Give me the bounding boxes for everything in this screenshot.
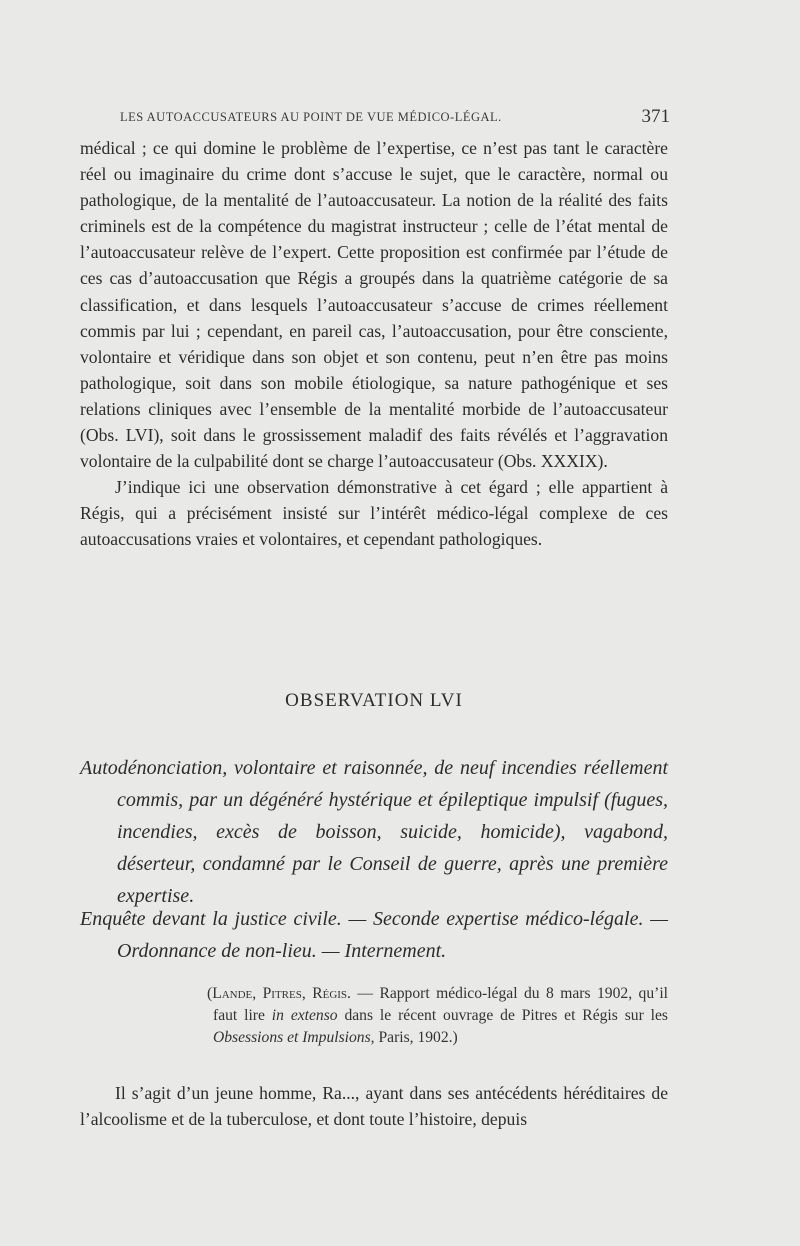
citation-authors: Lande, Pitres, Régis. [212, 985, 351, 1002]
body-text [80, 135, 668, 553]
page-header [80, 106, 670, 130]
citation-in-extenso: in extenso [271, 1007, 338, 1024]
citation-text-1: — Rapport médico-légal du 8 mars 1902, qu’il faut lire [213, 985, 668, 1024]
observation-summary-1: Autodénonciation, volontaire et raisonnée, de neuf incendies réellement commis, par un dégénéré hystérique et épileptique impulsif (fugues, incendies, excès de boisson, suicide, homicide), vagabond, déserteur, condamné par le Conseil de guerre, après une première expertise. [80, 757, 668, 907]
citation-text-3: Paris, 1902.) [374, 1029, 458, 1046]
final-paragraph-text: Il s’agit d’un jeune homme, Ra..., ayant dans ses antécédents héréditaires de l’alcoolisme et de la tuberculose, et dont toute l’histoire, depuis [80, 1083, 668, 1129]
citation-book-title: Obsessions et Impulsions, [213, 1029, 375, 1046]
observation-title: OBSERVATION LVI [285, 690, 463, 711]
citation [207, 983, 668, 1049]
page-number: 371 [641, 106, 670, 127]
paragraph-2: J’indique ici une observation démonstrative à cet égard ; elle appartient à Régis, qui a précisément insisté sur l’intérêt médico-légal complexe de ces autoaccusations vraies et volontaires, et cependant pathologiques. [80, 477, 668, 550]
citation-text-2: dans le récent ouvrage de Pitres et Régis sur les [337, 1007, 668, 1024]
observation-summary-2: Enquête devant la justice civile. — Seconde expertise médico-légale. — Ordonnance de non-lieu. — Internement. [80, 908, 668, 962]
final-paragraph [80, 1080, 668, 1132]
paragraph-1: médical ; ce qui domine le problème de l’expertise, ce n’est pas tant le caractère réel ou imaginaire du crime dont s’accuse le sujet, que le caractère, normal ou pathologique, de la mentalité de l’autoaccusateur. La notion de la réalité des faits criminels est de la compétence du magistrat instructeur ; celle de l’état mental de l’autoaccusateur relève de l’expert. Cette proposition est confirmée par l’étude de ces cas d’autoaccusation que Régis a groupés dans la quatrième catégorie de sa classification, et dans lesquels l’autoaccusateur s’accuse de crimes réellement commis par lui ; cependant, en pareil cas, l’autoaccusation, pour être consciente, volontaire et véridique dans son objet et son contenu, peut n’en être pas moins pathologique, soit dans son mobile étiologique, sa nature pathogénique et ses relations cliniques avec l’ensemble de la mentalité morbide de l’autoaccusateur (Obs. LVI), soit dans le grossissement maladif des faits révélés et l’aggravation volontaire de la culpabilité dont se charge l’autoaccusateur (Obs. XXXIX). [80, 138, 668, 472]
running-title: LES AUTOACCUSATEURS AU POINT DE VUE MÉDICO-LÉGAL. [120, 110, 502, 124]
citation-open: ( [207, 985, 213, 1002]
